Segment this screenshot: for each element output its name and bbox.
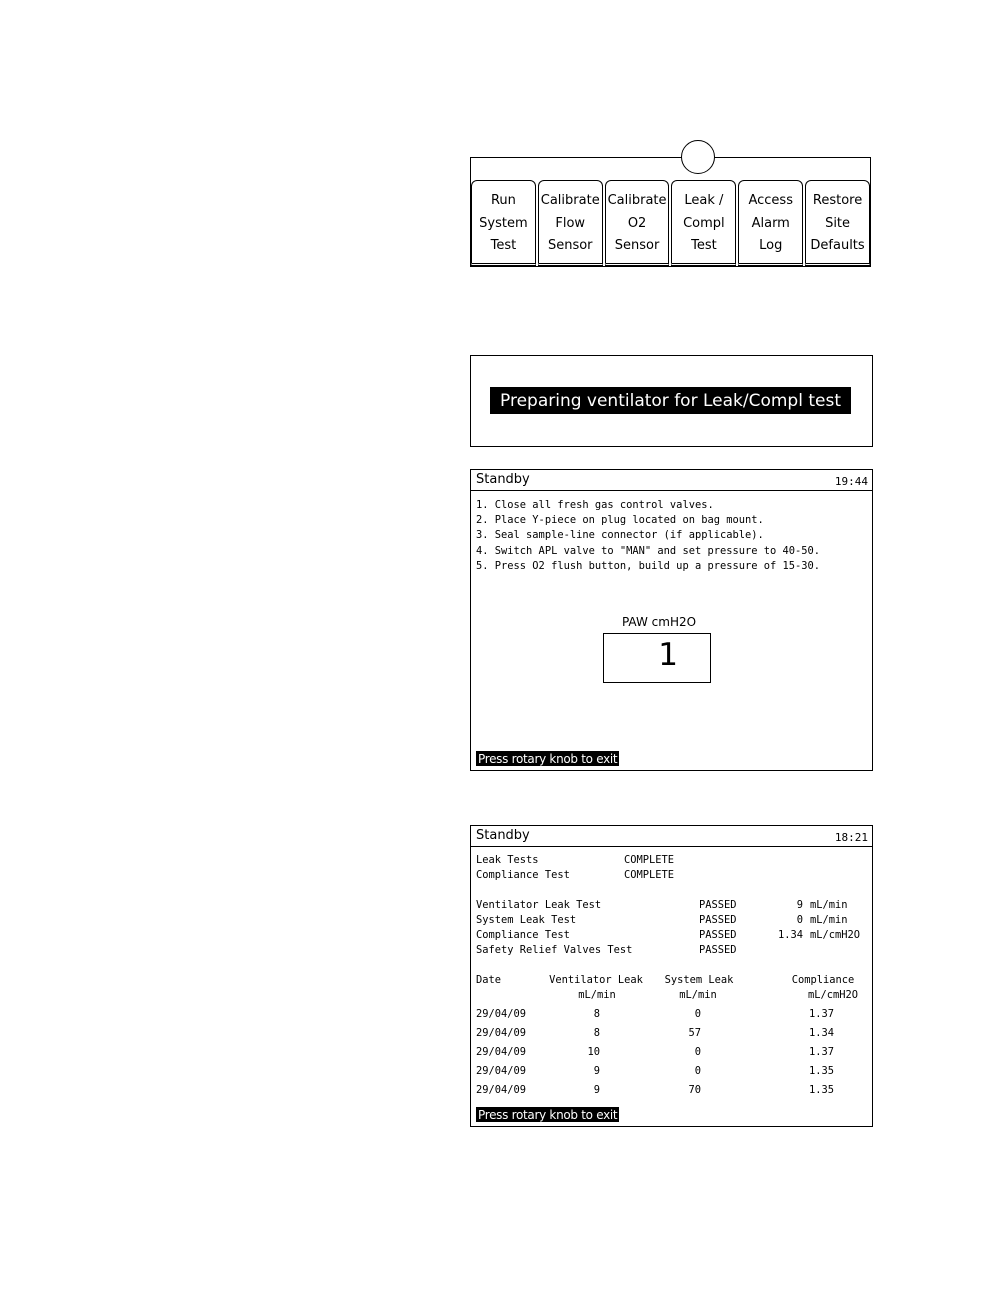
instruction-step: 2. Place Y-piece on plug located on bag mount. [476, 514, 764, 527]
exit-button[interactable]: Press rotary knob to exit [478, 1107, 618, 1122]
history-compliance: 1.37 [808, 1008, 834, 1020]
screen-header [471, 826, 872, 847]
history-header-sys-leak: System Leak [664, 974, 734, 986]
history-sys-leak: 70 [688, 1084, 701, 1096]
paw-readout [603, 633, 711, 683]
tab-label-line: Compl [683, 215, 725, 231]
history-compliance: 1.35 [808, 1084, 834, 1096]
test-result: PASSED [699, 914, 737, 926]
test-result: PASSED [699, 929, 737, 941]
history-header-date: Date [476, 974, 502, 986]
history-date: 29/04/09 [476, 1027, 527, 1039]
paw-value: 1 [658, 637, 678, 673]
history-date: 29/04/09 [476, 1008, 527, 1020]
history-vent-leak: 8 [593, 1008, 600, 1020]
history-compliance: 1.34 [808, 1027, 834, 1039]
test-result: PASSED [699, 899, 737, 911]
tab-label-line: Log [759, 237, 783, 253]
clock-time: 18:21 [834, 831, 868, 844]
summary-status: COMPLETE [624, 869, 675, 881]
history-unit: mL/cmH2O [807, 989, 859, 1001]
test-unit: mL/cmH2O [810, 929, 861, 941]
screen-title: Standby [476, 828, 530, 843]
history-compliance: 1.35 [808, 1065, 834, 1077]
history-sys-leak: 0 [694, 1046, 701, 1058]
instruction-step: 1. Close all fresh gas control valves. [476, 499, 714, 511]
tab-label-line: Test [490, 237, 517, 253]
history-date: 29/04/09 [476, 1065, 527, 1077]
test-unit: mL/min [810, 899, 848, 911]
history-sys-leak: 0 [694, 1065, 701, 1077]
tab-label-line: Leak / [684, 193, 724, 209]
tab-label-line: Defaults [810, 237, 865, 253]
summary-label: Leak Tests [476, 854, 539, 866]
tab-restore-site-defaults[interactable] [805, 180, 870, 266]
menu-tabs [471, 180, 870, 263]
test-unit: mL/min [810, 914, 848, 926]
summary-status: COMPLETE [624, 854, 675, 866]
instruction-step: 5. Press O2 flush button, build up a pressure of 15-30. [476, 559, 821, 572]
tab-calibrate-o2-sensor[interactable] [605, 180, 670, 266]
instruction-step: 4. Switch APL valve to "MAN" and set pressure to 40-50. [476, 544, 821, 557]
history-sys-leak: 0 [694, 1008, 701, 1020]
leak-test-screen [470, 469, 873, 771]
history-date: 29/04/09 [476, 1084, 527, 1096]
test-result: PASSED [699, 944, 737, 956]
test-value: 9 [796, 899, 803, 911]
tab-label-line: Calibrate [540, 193, 600, 209]
tab-label-line: Sensor [614, 237, 660, 253]
test-label: Safety Relief Valves Test [476, 944, 633, 956]
service-menu-panel [470, 157, 871, 267]
test-label: Ventilator Leak Test [476, 899, 602, 911]
tab-label-line: Alarm [751, 215, 790, 231]
tab-label-line: Site [825, 215, 851, 231]
history-header-compliance: Compliance [791, 974, 855, 986]
history-compliance: 1.37 [808, 1046, 834, 1058]
test-value: 1.34 [777, 929, 803, 941]
rotary-knob-indicator-icon [681, 140, 715, 174]
tab-label-line: Sensor [547, 237, 593, 253]
leak-results-screen [470, 825, 873, 1127]
clock-time: 19:44 [834, 475, 868, 488]
history-vent-leak: 9 [593, 1065, 600, 1077]
tab-access-alarm-log[interactable] [738, 180, 803, 266]
test-label: System Leak Test [476, 914, 577, 926]
instruction-step: 3. Seal sample-line connector (if applicable). [476, 529, 764, 542]
tab-label-line: System [479, 215, 528, 231]
preparing-panel [470, 355, 873, 447]
tab-label-line: Test [691, 237, 717, 253]
history-unit: mL/min [578, 989, 616, 1001]
history-header-vent-leak: Ventilator Leak [549, 974, 643, 986]
screen-title: Standby [476, 472, 530, 487]
tab-label-line: Access [748, 193, 793, 209]
preparing-message: Preparing ventilator for Leak/Compl test [490, 387, 851, 414]
history-vent-leak: 10 [587, 1046, 600, 1058]
paw-label: PAW cmH2O [621, 615, 697, 629]
screen-header [471, 470, 872, 491]
tab-label-line: Run [490, 193, 516, 209]
exit-button[interactable]: Press rotary knob to exit [478, 751, 618, 766]
history-sys-leak: 57 [688, 1027, 701, 1039]
tab-calibrate-flow-sensor[interactable] [538, 180, 603, 266]
history-vent-leak: 8 [593, 1027, 600, 1039]
tab-label-line: O2 [627, 215, 647, 231]
test-label: Compliance Test [476, 929, 570, 941]
history-date: 29/04/09 [476, 1046, 527, 1058]
tab-leak-compl-test[interactable] [671, 180, 736, 266]
tab-run-system-test[interactable] [471, 180, 536, 266]
test-value: 0 [796, 914, 803, 926]
history-vent-leak: 9 [593, 1084, 600, 1096]
summary-label: Compliance Test [476, 869, 570, 881]
tab-label-line: Restore [812, 193, 863, 209]
instruction-list [476, 498, 868, 574]
history-unit: mL/min [679, 989, 717, 1001]
tab-label-line: Calibrate [607, 193, 667, 209]
tab-label-line: Flow [555, 215, 586, 231]
